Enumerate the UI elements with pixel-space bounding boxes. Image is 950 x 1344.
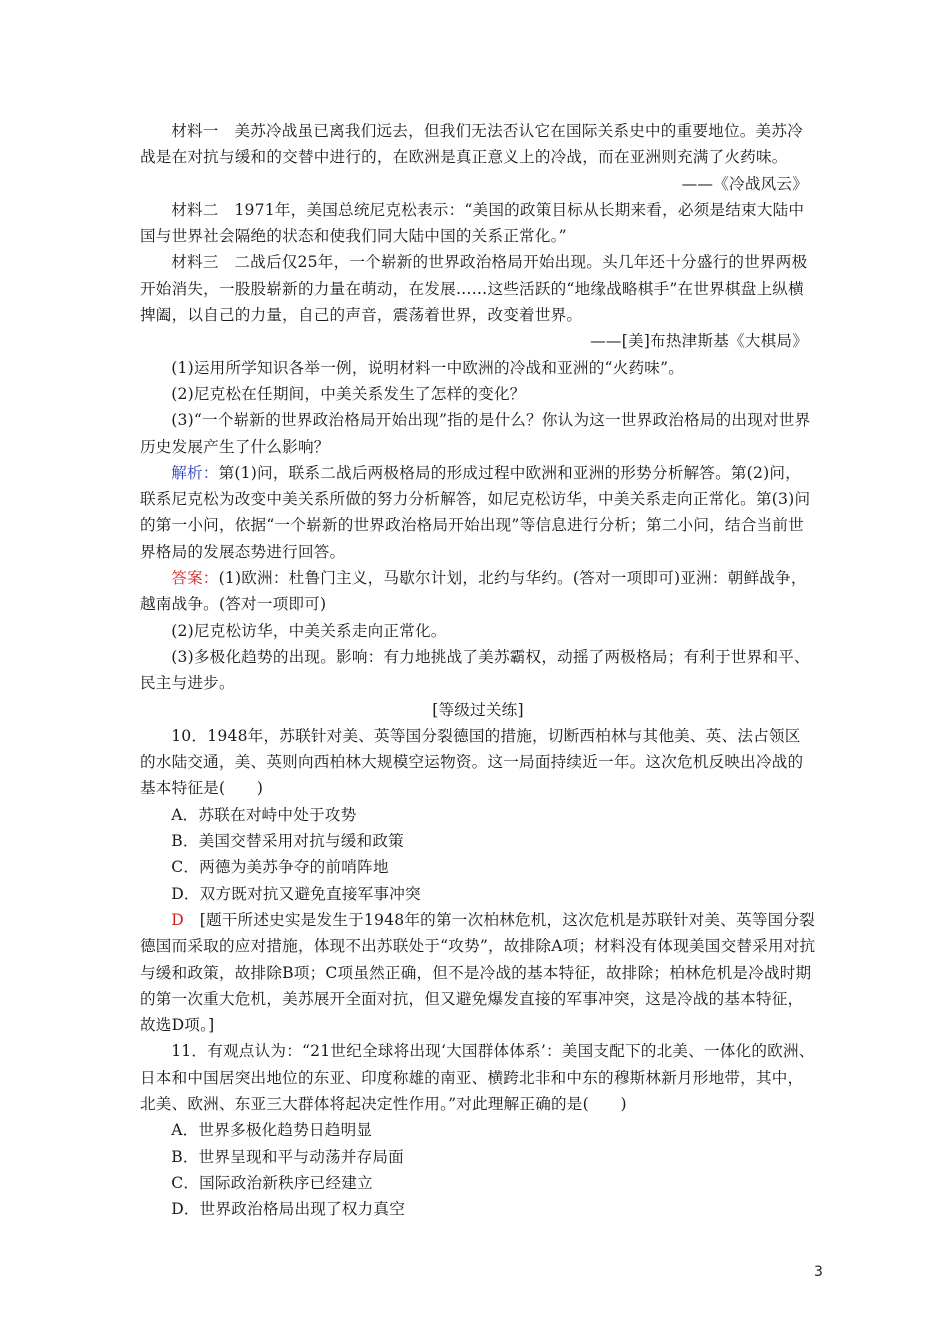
question-10-option-c: C．两德为美苏争夺的前哨阵地 <box>171 858 389 877</box>
answer-label: 答案： <box>171 569 219 588</box>
answer-1 <box>140 565 816 618</box>
answer-line-2: (2)尼克松访华，中美关系走向正常化。 <box>171 621 447 640</box>
question-10-explanation-text: [题干所述史实是发生于1948年的第一次柏林危机，这次危机是苏联针对美、英等国分裂德国而采取的应对措施，体现不出苏联处于“攻势”，故排除A项；材料没有体现美国交替采用对抗与缓和政策，故排除B项；C项虽然正确，但不是冷战的基本特征，故排除；柏林危机是冷战时期的第一次重大危机，美苏展开全面对抗，但又避免爆发直接的军事冲突，这是冷战的基本特征，故选D项。] <box>140 910 816 1035</box>
material-2: 材料二 1971年，美国总统尼克松表示：“美国的政策目标从长期来看，必须是结束大陆中国与世界社会隔绝的状态和使我们同大陆中国的关系正常化。” <box>140 200 805 246</box>
question-11-option-b: B．世界呈现和平与动荡并存局面 <box>171 1147 404 1166</box>
question-10-option-a: A．苏联在对峙中处于攻势 <box>171 805 357 824</box>
analysis-label: 解析： <box>171 463 219 482</box>
question-11-option-d: D．世界政治格局出现了权力真空 <box>171 1200 406 1219</box>
question-3: (3)“一个崭新的世界政治格局开始出现”指的是什么？你认为这一世界政治格局的出现对世界历史发展产生了什么影响？ <box>140 411 811 456</box>
material-1: 材料一 美苏冷战虽已离我们远去，但我们无法否认它在国际关系史中的重要地位。美苏冷战是在对抗与缓和的交替中进行的，在欧洲是真正意义上的冷战，而在亚洲则充满了火药味。 <box>140 122 803 167</box>
material-3: 材料三 二战后仅25年，一个崭新的世界政治格局开始出现。头几年还十分盛行的世界两极开始消失，一股股崭新的力量在萌动，在发展……这些活跃的“地缘战略棋手”在世界棋盘上纵横捭阖，以自己的力量，自己的声音，震荡着世界，改变着世界。 <box>140 253 808 325</box>
question-11-option-c: C．国际政治新秩序已经建立 <box>171 1173 373 1192</box>
material-1-source: ——《冷战风云》 <box>681 174 808 193</box>
question-10-option-b: B．美国交替采用对抗与缓和政策 <box>171 832 404 851</box>
question-11-stem: 11．有观点认为：“21世纪全球将出现‘大国群体体系’：美国支配下的北美、一体化的欧洲、日本和中国居突出地位的东亚、印度称雄的南亚、横跨北非和中东的穆斯林新月形地带，其中，北美、欧洲、东亚三大群体将起决定性作用。”对此理解正确的是( ) <box>140 1042 815 1113</box>
question-1: (1)运用所学知识各举一例，说明材料一中欧洲的冷战和亚洲的“火药味”。 <box>171 358 685 377</box>
page-number: 3 <box>814 1264 823 1280</box>
question-2: (2)尼克松在任期间，中美关系发生了怎样的变化？ <box>171 384 526 403</box>
document-body <box>140 118 816 1222</box>
material-3-source: ——[美]布热津斯基《大棋局》 <box>590 332 808 351</box>
question-10-explanation <box>140 907 816 1038</box>
answer-line-3: (3)多极化趋势的出现。影响：有力地挑战了美苏霸权，动摇了两极格局；有利于世界和平、民主与进步。 <box>140 647 810 693</box>
answer-line-1: (1)欧洲：杜鲁门主义，马歇尔计划，北约与华约。(答对一项即可)亚洲：朝鲜战争，越南战争。(答对一项即可) <box>140 569 807 614</box>
question-10-stem: 10．1948年，苏联针对美、英等国分裂德国的措施，切断西柏林与其他美、英、法占领区的水陆交通，美、英则向西柏林大规模空运物资。这一局面持续近一年。这次危机反映出冷战的基本特征是( ) <box>140 726 804 798</box>
analysis-text: 第(1)问，联系二战后两极格局的形成过程中欧洲和亚洲的形势分析解答。第(2)问，联系尼克松为改变中美关系所做的努力分析解答，如尼克松访华，中美关系走向正常化。第(3)问的第一小问，依据“一个崭新的世界政治格局开始出现”等信息进行分析；第二小问，结合当前世界格局的发展态势进行回答。 <box>140 463 811 561</box>
section-title: [等级过关练] <box>432 700 524 719</box>
analysis <box>140 460 816 565</box>
question-11-option-a: A．世界多极化趋势日趋明显 <box>171 1121 373 1140</box>
question-10-answer-letter: D <box>171 910 184 929</box>
question-10-option-d: D．双方既对抗又避免直接军事冲突 <box>171 884 421 903</box>
